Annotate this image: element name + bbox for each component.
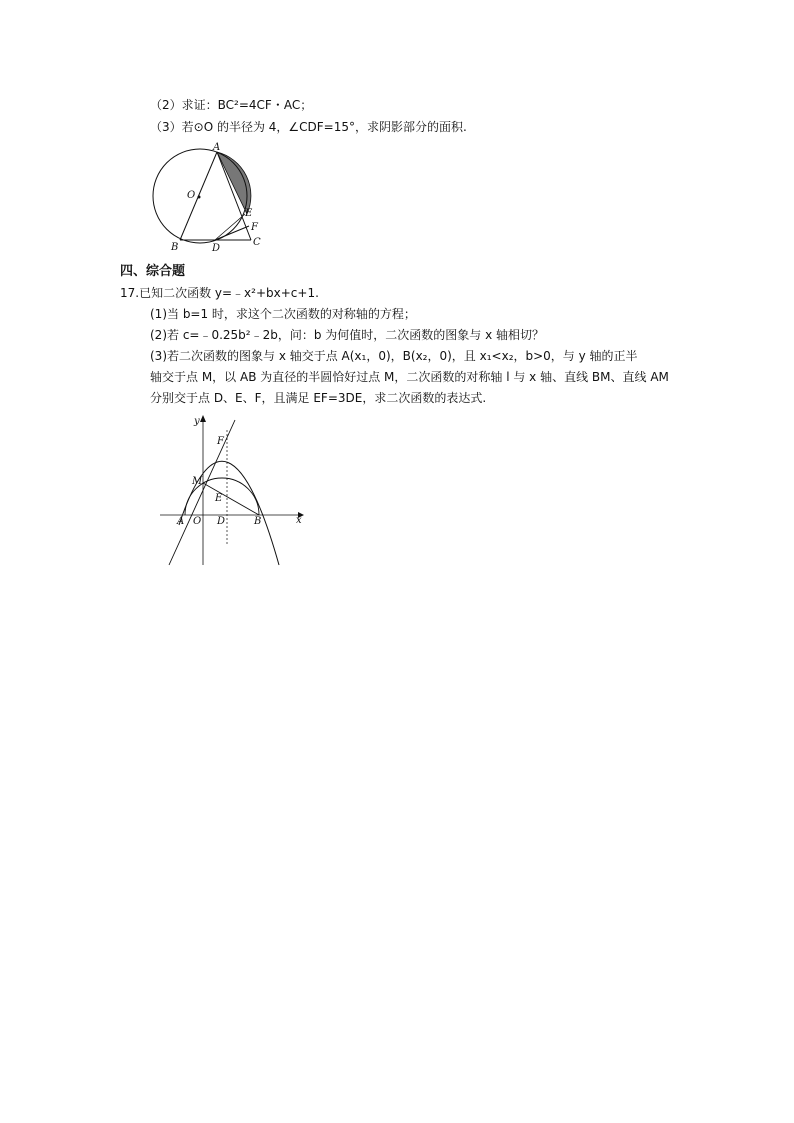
q16-circle-figure — [145, 140, 270, 255]
q17-stem: 17.已知二次函数 y=﹣x²+bx+c+1. — [120, 286, 319, 300]
line-am — [169, 420, 235, 565]
center-point — [198, 196, 201, 199]
label-o: O — [187, 190, 196, 201]
label-d: D — [217, 516, 226, 527]
label-a: A — [177, 516, 185, 527]
segment-de — [215, 214, 245, 240]
q17-part3-line2: 轴交于点 M，以 AB 为直径的半圆恰好过点 M，二次函数的对称轴 l 与 x 轴、直线 BM、直线 AM — [150, 370, 669, 384]
label-x: x — [296, 515, 302, 526]
q17-parabola-figure — [155, 410, 310, 570]
q17-part3-line1: (3)若二次函数的图象与 x 轴交于点 A(x₁，0)，B(x₂，0)，且 x₁<x₂，b>0，与 y 轴的正半 — [150, 349, 638, 363]
label-b: B — [254, 516, 262, 527]
q17-part2: (2)若 c=﹣0.25b²﹣2b，问：b 为何值时，二次函数的图象与 x 轴相切？ — [150, 328, 545, 342]
label-a: A — [213, 142, 221, 153]
label-m: M — [192, 476, 203, 487]
label-c: C — [253, 237, 261, 248]
section-heading: 四、综合题 — [120, 264, 186, 279]
label-b: B — [171, 242, 179, 253]
label-o: O — [193, 516, 202, 527]
q17-part1: (1)当 b=1 时，求这个二次函数的对称轴的方程； — [150, 307, 416, 321]
label-y: y — [194, 416, 200, 427]
q16-part2-text: （2）求证：BC²=4CF・AC； — [150, 98, 313, 112]
label-f: F — [217, 436, 224, 447]
q17-part3-line3: 分别交于点 D、E、F，且满足 EF=3DE，求二次函数的表达式. — [150, 391, 487, 405]
q16-part3-text: （3）若⊙O 的半径为 4，∠CDF=15°，求阴影部分的面积. — [150, 120, 467, 134]
label-f: F — [251, 222, 258, 233]
label-e: E — [245, 208, 253, 219]
y-axis-arrow — [200, 415, 206, 422]
segment-df — [215, 226, 249, 240]
label-e: E — [215, 493, 223, 504]
label-d: D — [212, 243, 221, 254]
